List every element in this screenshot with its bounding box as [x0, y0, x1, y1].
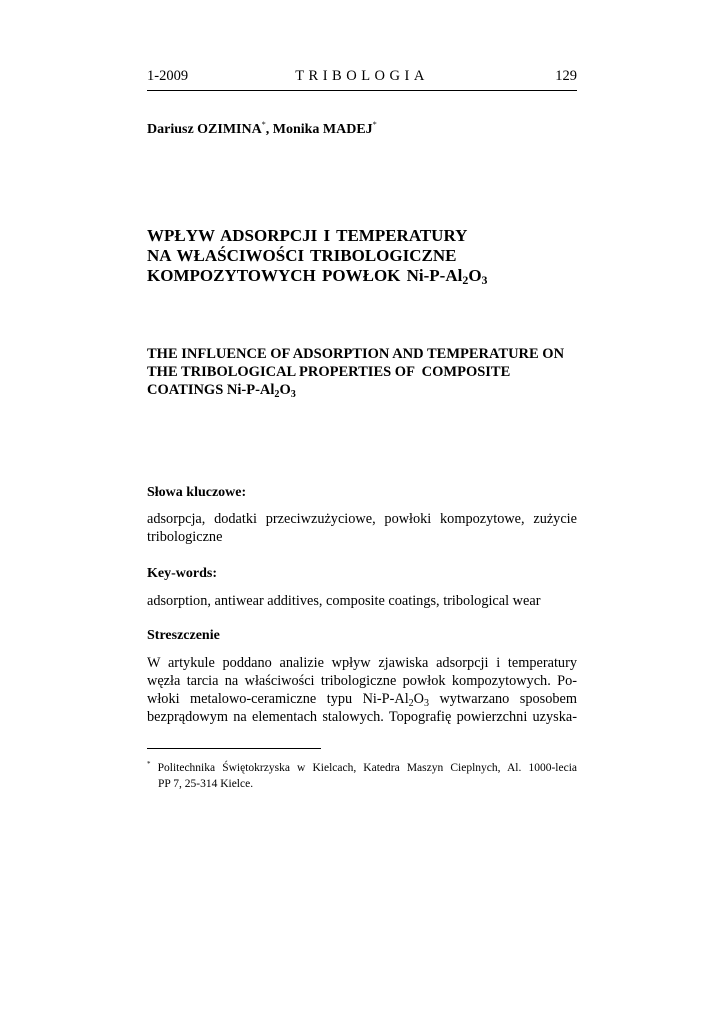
subscript: 2 [274, 389, 280, 400]
keywords-polish-line-1: adsorpcja, dodatki przeciwzużyciowe, powłoki kompozytowe, zużycie [147, 511, 577, 527]
subscript: 2 [408, 698, 414, 709]
author-separator: , [265, 122, 273, 137]
author-1-footnote-mark: * [261, 120, 266, 129]
issue-number: 1-2009 [147, 68, 189, 84]
title-english-line-3-text: COATINGS Ni-P-Al [147, 382, 275, 398]
abstract-line-3-suffix: wytwarzano sposobem [429, 691, 577, 707]
title-english-line-2: THE TRIBOLOGICAL PROPERTIES OF COMPOSITE [147, 364, 511, 380]
title-english-line-3-element: O [279, 382, 291, 398]
keywords-polish [147, 510, 577, 546]
author-2-footnote-mark: * [372, 120, 377, 129]
subscript: 3 [481, 273, 488, 287]
abstract-heading: Streszczenie [147, 628, 220, 643]
footnote-line-1 [147, 756, 577, 776]
footnote-separator [147, 748, 321, 749]
footnote-affiliation: Politechnika Świętokrzyska w Kielcach, Katedra Maszyn Cieplnych, Al. 1000-lecia [150, 762, 577, 774]
subscript: 2 [462, 273, 469, 287]
keywords-english-heading: Key-words: [147, 566, 217, 581]
title-polish-line-3 [147, 266, 577, 286]
title-english-line-1: THE INFLUENCE OF ADSORPTION AND TEMPERATURE ON [147, 346, 565, 362]
page-number: 129 [555, 68, 577, 84]
journal-name: TRIBOLOGIA [295, 68, 429, 84]
author-1: Dariusz OZIMINA [147, 122, 262, 137]
title-polish-line-3-element: O [468, 266, 482, 285]
abstract-line-4: bezprądowym na elementach stalowych. Topografię powierzchni uzyska- [147, 709, 577, 725]
keywords-polish-heading: Słowa kluczowe: [147, 485, 247, 500]
title-polish [147, 226, 577, 286]
author-2: Monika MADEJ [272, 122, 373, 137]
abstract-line-1: W artykule poddano analizie wpływ zjawiska adsorpcji i temperatury [147, 655, 577, 671]
abstract-line-3-element: O [413, 691, 424, 707]
footnote-mark: * [147, 760, 151, 768]
abstract-line-3 [147, 690, 577, 708]
running-header [147, 68, 577, 91]
footnote [147, 756, 577, 792]
title-english [147, 345, 587, 399]
subscript: 3 [424, 698, 429, 709]
title-polish-line-2: NA WŁAŚCIWOŚCI TRIBOLOGICZNE [147, 246, 457, 265]
title-polish-line-1: WPŁYW ADSORPCJI I TEMPERATURY [147, 226, 468, 245]
abstract-line-3-text: włoki metalowo-ceramiczne typu Ni-P-Al [147, 691, 409, 707]
keywords-english: adsorption, antiwear additives, composite coatings, tribological wear [147, 593, 541, 609]
title-english-line-3 [147, 381, 587, 399]
abstract-line-2: węzła tarcia na właściwości tribologiczne powłok kompozytowych. Po- [147, 673, 577, 689]
subscript: 3 [290, 389, 296, 400]
title-polish-line-3-text: KOMPOZYTOWYCH POWŁOK Ni-P-Al [147, 266, 463, 285]
keywords-polish-line-2: tribologiczne [147, 529, 223, 545]
footnote-line-2: PP 7, 25-314 Kielce. [158, 778, 254, 790]
authors [147, 120, 577, 138]
abstract-body [147, 654, 577, 726]
